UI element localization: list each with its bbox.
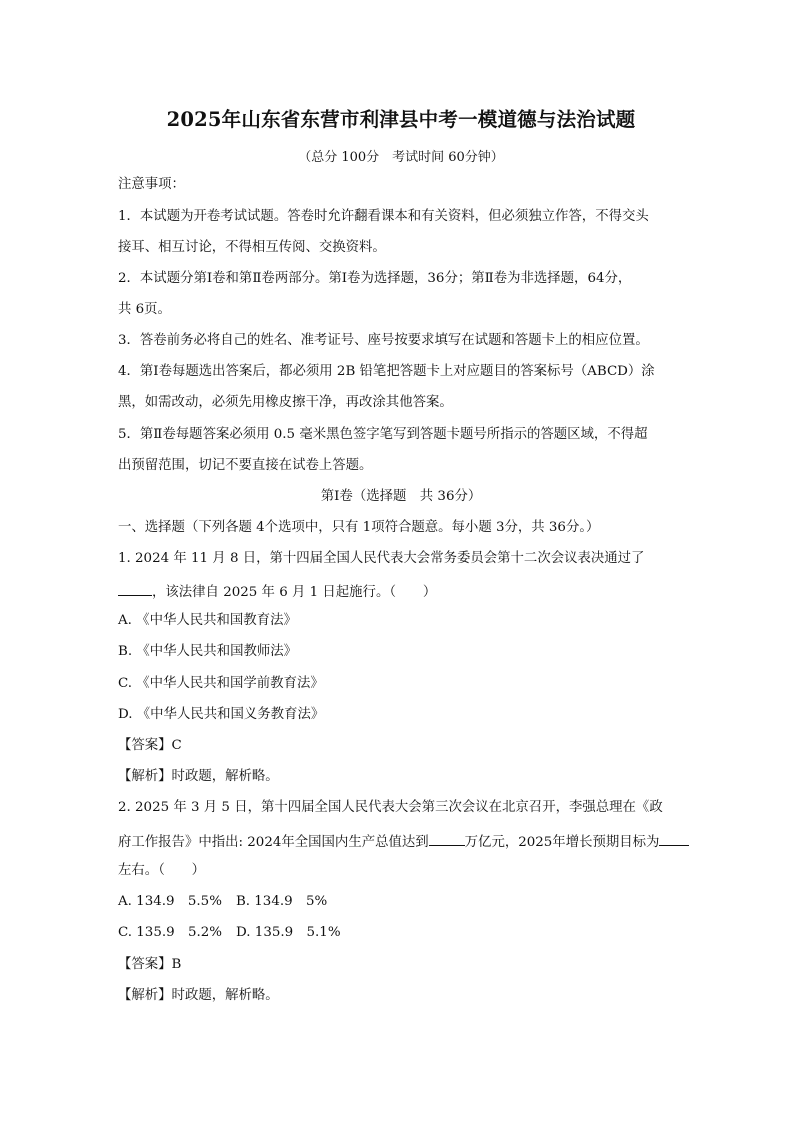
exam-page xyxy=(118,0,684,1123)
question-1-text-cont: ，该法律自 2025 年 6 月 1 日起施行。（ ） xyxy=(118,581,436,602)
question-2-option-c: C. 135.9 5.2% xyxy=(118,925,223,940)
notice-line: 5．第Ⅱ卷每题答案必须用 0.5 毫米黑色签字笔写到答题卡题号所指示的答题区域，不得超 xyxy=(118,427,648,442)
question-2-analysis: 【解析】时政题，解析略。 xyxy=(118,988,279,1003)
exam-subtitle: （总分 100分 考试时间 60分钟） xyxy=(298,150,504,165)
question-1-option-d: D. 《中华人民共和国义务教育法》 xyxy=(118,707,325,722)
question-2-option-d: D. 135.9 5.1% xyxy=(236,925,341,940)
question-1-text: 1. 2024 年 11 月 8 日，第十四届全国人民代表大会常务委员会第十二次会议表决通过了 xyxy=(118,551,645,566)
notice-line: 黑，如需改动，必须先用橡皮擦干净，再改涂其他答案。 xyxy=(118,395,453,410)
notice-line: 共 6页。 xyxy=(118,302,171,317)
section-title: 第Ⅰ卷（选择题 共 36分） xyxy=(320,489,482,504)
question-2-option-b: B. 134.9 5% xyxy=(235,894,328,909)
question-2-option-a: A. 134.9 5.5% xyxy=(118,894,222,909)
question-1-option-c: C. 《中华人民共和国学前教育法》 xyxy=(118,676,324,691)
answer-blank xyxy=(659,831,689,846)
question-2-answer: 【答案】B xyxy=(118,957,182,972)
notice-line: 2．本试题分第Ⅰ卷和第Ⅱ卷两部分。第Ⅰ卷为选择题，36分；第Ⅱ卷为非选择题，64分， xyxy=(118,271,632,286)
question-2-text-cont: 府工作报告》中指出: 2024年全国国内生产总值达到 万亿元，2025年增长预期目标为 xyxy=(118,831,689,852)
question-2-options-row-1 xyxy=(118,893,327,911)
page-title: 2025年山东省东营市利津县中考一模道德与法治试题 xyxy=(166,108,636,131)
answer-blank xyxy=(118,581,152,596)
question-1-option-a: A. 《中华人民共和国教育法》 xyxy=(118,613,297,628)
question-1-analysis: 【解析】时政题，解析略。 xyxy=(118,769,279,784)
notice-line: 4．第Ⅰ卷每题选出答案后，都必须用 2B 铅笔把答题卡上对应题目的答案标号（ABCD）涂 xyxy=(118,364,655,379)
notice-line: 接耳、相互讨论，不得相互传阅、交换资料。 xyxy=(118,240,386,255)
question-1-option-b: B. 《中华人民共和国教师法》 xyxy=(118,644,298,659)
notice-line: 1．本试题为开卷考试试题。答卷时允许翻看课本和有关资料，但必须独立作答，不得交头 xyxy=(118,209,649,224)
question-2-text: 2. 2025 年 3 月 5 日，第十四届全国人民代表大会第三次会议在北京召开，李强总理在《政 xyxy=(118,800,663,815)
section-instruction: 一、选择题（下列各题 4个选项中，只有 1项符合题意。每小题 3分，共 36分。） xyxy=(118,520,600,535)
notice-line: 3．答卷前务必将自己的姓名、准考证号、座号按要求填写在试题和答题卡上的相应位置。 xyxy=(118,333,649,348)
question-1-answer: 【答案】C xyxy=(118,738,182,753)
notice-heading: 注意事项： xyxy=(118,177,185,192)
question-2-text-end: 左右。（ ） xyxy=(118,863,206,878)
answer-blank xyxy=(429,831,465,846)
notice-line: 出预留范围，切记不要直接在试卷上答题。 xyxy=(118,458,373,473)
question-2-options-row-2 xyxy=(118,924,341,942)
